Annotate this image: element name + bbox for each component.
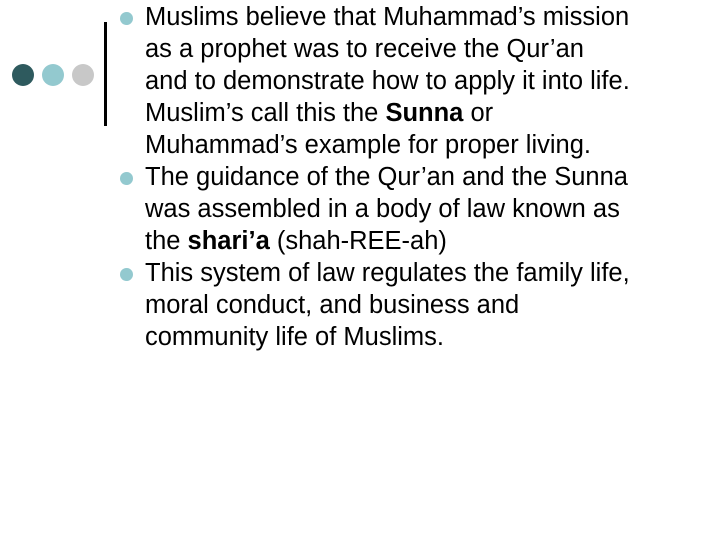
bullet-1-line-1: Muslims believe that Muhammad’s mission bbox=[145, 3, 630, 31]
dark-teal-dot bbox=[12, 64, 34, 86]
bullet-dot-icon bbox=[120, 12, 133, 25]
bullet-2-line-3 bbox=[145, 225, 718, 257]
bullet-2-line-2: was assembled in a body of law known as bbox=[145, 195, 620, 223]
term-sharia: shari’a bbox=[187, 227, 270, 255]
bullet-2-line-3-post: (shah-REE-ah) bbox=[269, 227, 447, 255]
term-sunna: Sunna bbox=[385, 99, 464, 127]
bullet-item-2 bbox=[118, 161, 718, 257]
decorative-dots bbox=[12, 64, 94, 88]
bullet-1-line-4 bbox=[145, 97, 718, 129]
bullet-dot-icon bbox=[120, 172, 133, 185]
bullet-item-3 bbox=[118, 257, 718, 353]
bullet-3-line-1: This system of law regulates the family life, bbox=[145, 259, 630, 287]
bullet-1-line-5: Muhammad’s example for proper living. bbox=[145, 131, 591, 159]
slide-content bbox=[118, 0, 718, 353]
gray-dot bbox=[72, 64, 94, 86]
bullet-1-line-4-post: or bbox=[463, 99, 494, 127]
vertical-divider bbox=[104, 22, 107, 126]
bullet-1-line-3: and to demonstrate how to apply it into life. bbox=[145, 67, 630, 95]
bullet-1-line-4-pre: Muslim’s call this the bbox=[145, 99, 386, 127]
light-teal-dot bbox=[42, 64, 64, 86]
bullet-3-line-2: moral conduct, and business and bbox=[145, 291, 520, 319]
bullet-dot-icon bbox=[120, 268, 133, 281]
bullet-2-line-3-pre: the bbox=[145, 227, 188, 255]
bullet-3-line-3: community life of Muslims. bbox=[145, 323, 444, 351]
bullet-2-line-1: The guidance of the Qur’an and the Sunna bbox=[145, 163, 628, 191]
bullet-item-1 bbox=[118, 1, 718, 161]
bullet-1-line-2: as a prophet was to receive the Qur’an bbox=[145, 35, 584, 63]
